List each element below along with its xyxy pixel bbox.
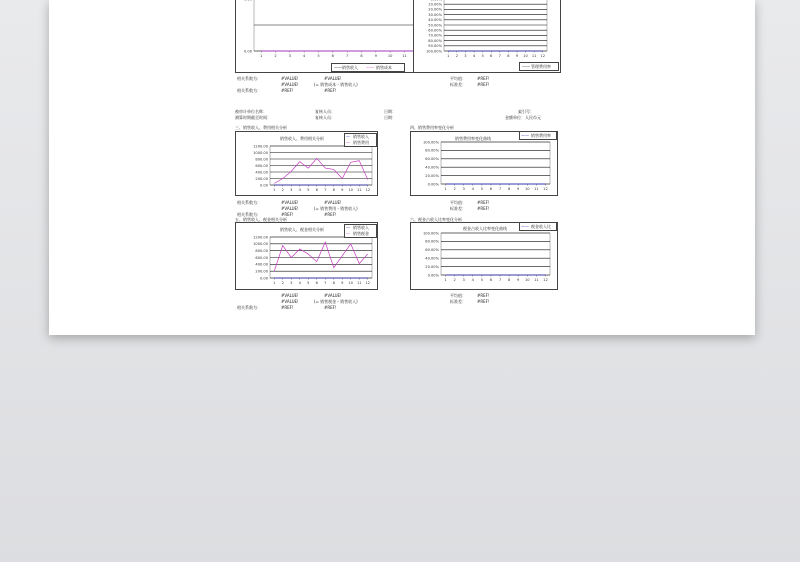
y-tick-label: 1000.00 xyxy=(253,242,268,247)
stat-value: #VALUE! xyxy=(324,76,342,81)
section-title: 三、销售收入、费用相关分析 xyxy=(235,125,287,130)
chart-expense-rate-svg xyxy=(411,132,557,195)
stat-value: #REF! xyxy=(477,293,490,298)
stat-value: #REF! xyxy=(324,88,337,93)
y-tick-label: 70.00% xyxy=(428,33,442,38)
stat-label: 平均值： xyxy=(450,200,466,205)
stat-value: #REF! xyxy=(477,82,490,87)
y-tick-label: 80.00% xyxy=(425,239,439,244)
x-tick-label: 1 xyxy=(444,187,447,191)
chart-expense-rate xyxy=(410,131,558,196)
x-tick-label: 12 xyxy=(365,281,371,285)
y-tick-label: 40.00% xyxy=(428,18,442,23)
info-date-label: 日期： xyxy=(384,109,396,114)
y-tick-label: 400.00 xyxy=(255,262,268,267)
stat-value: #REF! xyxy=(281,305,294,310)
stat-note: (= 销售税金 - 销售收入) xyxy=(314,299,358,304)
stat-value: #REF! xyxy=(324,212,337,217)
chart-sales-tax xyxy=(235,222,378,290)
stat-label: 相关系数为： xyxy=(237,212,261,217)
plot-area xyxy=(254,0,426,51)
y-tick-label: 1200.00 xyxy=(253,235,268,240)
y-tick-label: 60.00% xyxy=(425,248,439,253)
stat-label: 相关系数为： xyxy=(237,76,261,81)
stat-label: 相关系数为： xyxy=(237,200,261,205)
x-tick-label: 6 xyxy=(315,281,318,285)
info-currency-unit: 金额单位：人民币元 xyxy=(505,115,541,120)
x-tick-label: 8 xyxy=(507,54,510,58)
legend-sales-revenue: 销售收入 xyxy=(353,134,369,139)
x-tick-label: 10 xyxy=(523,54,528,58)
stat-label: 相关系数为： xyxy=(237,88,261,93)
chart-legend: —— 税金收入比 xyxy=(519,222,557,231)
x-tick-label: 11 xyxy=(534,278,539,282)
x-tick-label: 4 xyxy=(298,281,301,285)
y-tick-label: 80.00% xyxy=(425,148,439,153)
chart-tax-revenue-ratio-svg xyxy=(411,223,557,289)
y-tick-label: 1200.00 xyxy=(253,144,268,149)
y-tick-label: 0.00 xyxy=(259,183,268,188)
x-tick-label: 6 xyxy=(489,278,493,282)
x-tick-label: 4 xyxy=(471,278,474,282)
y-tick-label: 0.00% xyxy=(427,182,439,187)
y-tick-label: 0.00 xyxy=(243,49,252,54)
x-tick-label: 11 xyxy=(356,188,362,192)
x-tick-label: 2 xyxy=(453,278,456,282)
legend-admin-expense-rate: 管理费用率 xyxy=(531,64,551,69)
x-tick-label: 3 xyxy=(464,54,467,58)
x-tick-label: 1 xyxy=(447,54,450,58)
x-tick-label: 5 xyxy=(307,281,310,285)
chart-title: 税金占收入比率变化曲线 xyxy=(463,226,507,231)
x-tick-label: 10 xyxy=(525,278,530,282)
x-tick-label: 12 xyxy=(365,188,371,192)
y-tick-label: 60.00% xyxy=(428,28,442,33)
y-tick-label: 600.00 xyxy=(255,255,268,260)
y-tick-label: 80.00% xyxy=(428,38,442,43)
x-tick-label: 2 xyxy=(274,54,277,58)
chart-legend: —— 销售费用率 xyxy=(519,131,557,140)
info-date-label-2: 日期： xyxy=(384,115,396,120)
stat-value: #VALUE! xyxy=(324,200,342,205)
x-tick-label: 8 xyxy=(360,54,363,58)
x-tick-label: 3 xyxy=(462,278,465,282)
info-client-name-label: 被审计单位名称： xyxy=(235,109,267,114)
stat-value: #VALUE! xyxy=(281,82,299,87)
x-tick-label: 2 xyxy=(455,54,459,58)
info-reviewer-label-2: 复核人员： xyxy=(315,115,335,120)
x-tick-label: 9 xyxy=(517,278,520,282)
y-tick-label: 40.00% xyxy=(425,256,439,261)
stat-value: #REF! xyxy=(477,299,490,304)
x-tick-label: 2 xyxy=(453,187,456,191)
y-tick-label: 50.00% xyxy=(428,23,442,28)
y-tick-label: 800.00 xyxy=(255,157,268,162)
chart-title: 销售收入、费用相关分析 xyxy=(280,136,324,141)
x-tick-label: 9 xyxy=(517,187,520,191)
legend-sales-revenue: 销售收入 xyxy=(342,65,358,70)
chart-sales-cost xyxy=(235,0,433,73)
x-tick-label: 5 xyxy=(480,187,484,191)
legend-sales-expense: 销售费用 xyxy=(353,140,369,145)
x-tick-label: 11 xyxy=(534,187,539,191)
x-tick-label: 6 xyxy=(490,54,493,58)
legend-sales-tax: 销售税金 xyxy=(353,231,369,236)
y-tick-label: 100.00% xyxy=(426,49,442,54)
x-tick-label: 11 xyxy=(402,54,407,58)
x-tick-label: 6 xyxy=(489,187,493,191)
x-tick-label: 12 xyxy=(543,187,548,191)
x-tick-label: 4 xyxy=(471,187,474,191)
y-tick-label: 10.00% xyxy=(428,2,442,7)
x-tick-label: 4 xyxy=(472,54,476,58)
stat-value: #REF! xyxy=(281,212,294,217)
x-tick-label: 12 xyxy=(540,54,545,58)
stat-label: 平均值： xyxy=(450,76,466,81)
x-tick-label: 7 xyxy=(324,281,327,285)
x-tick-label: 6 xyxy=(315,188,318,192)
plot-area xyxy=(444,0,547,51)
chart-admin-expense-rate xyxy=(413,0,561,73)
y-tick-label: 20.00% xyxy=(425,264,439,269)
chart-legend: — 销售收入 — 销售费用 xyxy=(344,133,377,147)
y-tick-label: 20.00% xyxy=(425,173,439,178)
y-tick-label: 20.00% xyxy=(428,7,442,12)
x-tick-label: 8 xyxy=(332,281,335,285)
x-tick-label: 2 xyxy=(281,188,284,192)
x-tick-label: 10 xyxy=(387,54,393,58)
x-tick-label: 7 xyxy=(498,278,502,282)
x-tick-label: 1 xyxy=(273,188,276,192)
stat-value: #VALUE! xyxy=(324,293,342,298)
x-tick-label: 8 xyxy=(507,187,511,191)
y-tick-label: 100.00% xyxy=(423,231,439,236)
plot-area xyxy=(441,233,550,275)
x-tick-label: 4 xyxy=(303,54,306,58)
chart-title: 销售收入、税金相关分析 xyxy=(280,227,324,232)
info-index-label: 索引号： xyxy=(518,109,534,114)
y-tick-label: 800.00 xyxy=(255,248,268,253)
stat-value: #REF! xyxy=(324,305,337,310)
x-tick-label: 1 xyxy=(260,54,263,58)
x-tick-label: 10 xyxy=(525,187,530,191)
x-tick-label: 7 xyxy=(346,54,349,58)
x-tick-label: 9 xyxy=(374,54,377,58)
x-tick-label: 5 xyxy=(480,278,484,282)
legend-sales-cost: 销售成本 xyxy=(376,65,392,70)
x-tick-label: 3 xyxy=(290,281,293,285)
x-tick-label: 3 xyxy=(462,187,465,191)
stat-note: (= 销售费用 - 销售收入) xyxy=(314,206,358,211)
stat-label: 标准差： xyxy=(450,299,466,304)
y-tick-label: 1000.00 xyxy=(253,150,268,155)
x-tick-label: 9 xyxy=(341,281,344,285)
legend-expense-rate: 销售费用率 xyxy=(531,133,551,138)
stat-value: #REF! xyxy=(477,206,490,211)
section-title: 六、税金占收入比率变化分析 xyxy=(410,217,462,222)
plot-area xyxy=(441,142,550,184)
stat-value: #VALUE! xyxy=(281,76,299,81)
x-tick-label: 3 xyxy=(290,188,293,192)
chart-legend: —— 销售收入 —— 销售成本 xyxy=(331,63,405,72)
x-tick-label: 4 xyxy=(298,188,301,192)
x-tick-label: 7 xyxy=(324,188,327,192)
x-tick-label: 1 xyxy=(444,278,447,282)
y-tick-label: 30.00% xyxy=(428,12,442,17)
legend-sales-revenue: 销售收入 xyxy=(353,225,369,230)
x-tick-label: 10 xyxy=(348,188,354,192)
stat-label: 标准差： xyxy=(450,206,466,211)
section-title: 四、销售费用率变化分析 xyxy=(410,125,454,130)
y-tick-label: 90.00% xyxy=(428,44,442,49)
stat-value: #VALUE! xyxy=(281,293,299,298)
x-tick-label: 3 xyxy=(288,54,291,58)
y-tick-label: 40.00% xyxy=(425,165,439,170)
stat-label: 标准差： xyxy=(450,82,466,87)
chart-legend: — 销售收入 — 销售税金 xyxy=(344,224,377,238)
stat-value: #VALUE! xyxy=(281,200,299,205)
x-tick-label: 9 xyxy=(341,188,344,192)
stat-label: 相关系数为： xyxy=(237,305,261,310)
stat-note: (= 销售成本 - 销售收入) xyxy=(314,82,358,87)
y-tick-label: 60.00% xyxy=(425,157,439,162)
x-tick-label: 7 xyxy=(498,54,501,58)
y-tick-label: 400.00 xyxy=(255,170,268,175)
stat-value: #VALUE! xyxy=(281,206,299,211)
legend-tax-ratio: 税金收入比 xyxy=(531,224,551,229)
stat-value: #VALUE! xyxy=(281,299,299,304)
x-tick-label: 1 xyxy=(273,281,276,285)
y-tick-label: 0.00 xyxy=(259,276,268,281)
section-title: 五、销售收入、税金相关分析 xyxy=(235,217,287,222)
x-tick-label: 8 xyxy=(332,188,335,192)
y-tick-label xyxy=(431,0,443,1)
y-tick-label: 100.00% xyxy=(423,140,439,145)
x-tick-label: 10 xyxy=(348,281,354,285)
chart-title: 销售费用率变化曲线 xyxy=(455,136,491,141)
chart-tax-revenue-ratio xyxy=(410,222,558,290)
info-period-label: 测算时期截至时间： xyxy=(235,115,271,120)
x-tick-label: 9 xyxy=(515,54,519,58)
stat-label: 平均值： xyxy=(450,293,466,298)
chart-sales-expense xyxy=(235,131,378,196)
y-tick-label: 200.00 xyxy=(255,269,268,274)
y-tick-label: 600.00 xyxy=(255,163,268,168)
x-tick-label: 2 xyxy=(281,281,284,285)
document-page xyxy=(49,0,755,335)
x-tick-label: 5 xyxy=(307,188,310,192)
x-tick-label: 6 xyxy=(331,54,334,58)
y-tick-label xyxy=(244,0,253,1)
stat-value: #REF! xyxy=(281,88,294,93)
x-tick-label: 12 xyxy=(543,278,548,282)
x-tick-label: 11 xyxy=(356,281,362,285)
x-tick-label: 5 xyxy=(481,54,484,58)
stat-value: #REF! xyxy=(477,76,490,81)
x-tick-label: 5 xyxy=(317,54,320,58)
y-tick-label: 0.00% xyxy=(427,273,439,278)
x-tick-label: 8 xyxy=(507,278,511,282)
chart-legend: —— 管理费用率 xyxy=(519,62,559,71)
chart-sales-cost-svg xyxy=(236,0,432,72)
x-tick-label: 11 xyxy=(531,54,537,58)
stat-value: #REF! xyxy=(477,200,490,205)
x-tick-label: 7 xyxy=(498,187,502,191)
y-tick-label: 200.00 xyxy=(255,176,268,181)
info-reviewer-label: 复核人员： xyxy=(315,109,335,114)
